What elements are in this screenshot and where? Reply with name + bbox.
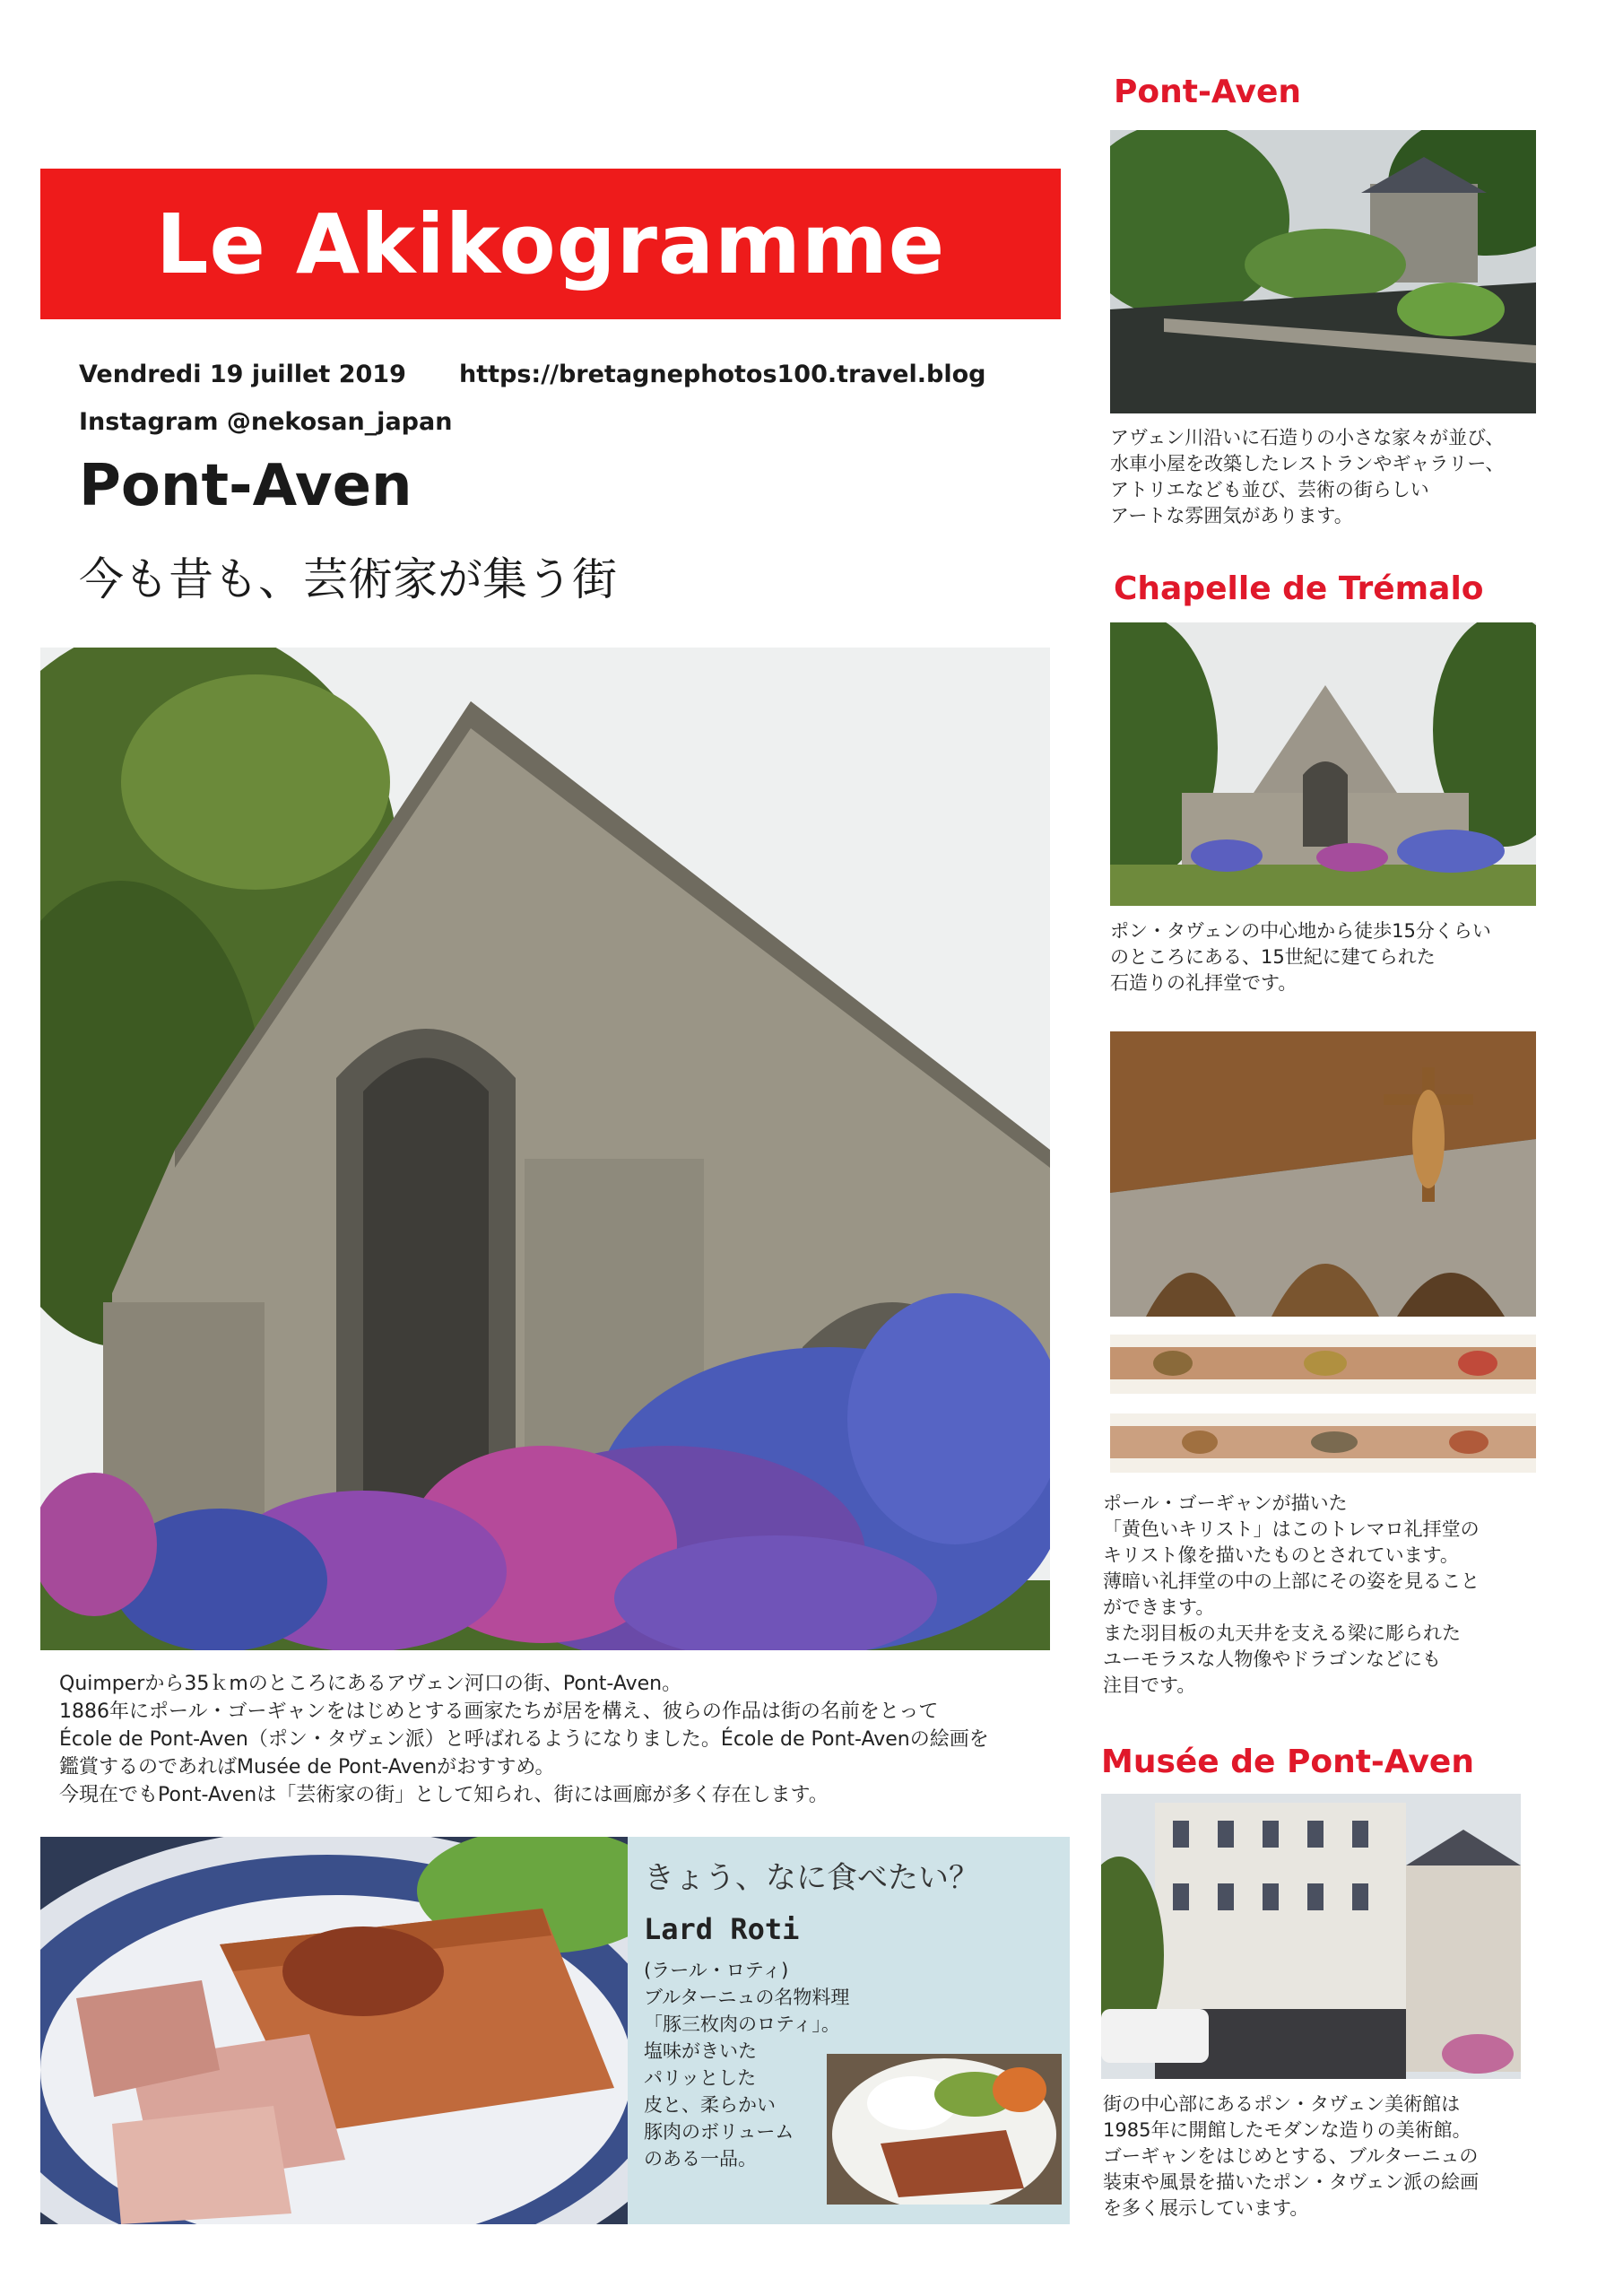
article-line: 1886年にポール・ゴーギャンをはじめとする画家たちが居を構え、彼らの作品は街の名前をとって — [59, 1700, 939, 1723]
sidebar-line: アヴェン川沿いに石造りの小さな家々が並び、 — [1110, 427, 1505, 448]
lard-roti-photo — [40, 1837, 628, 2224]
sidebar-text-christ — [1103, 1491, 1560, 1699]
sidebar-line: ゴーギャンをはじめとする、ブルターニュの — [1103, 2145, 1479, 2167]
page-title: Pont-Aven — [79, 453, 412, 519]
sidebar-line: のところにある、15世紀に建てられた — [1110, 946, 1436, 968]
article-line: 今現在でもPont-Avenは「芸術家の街」として知られ、街には画廊が多く存在します。 — [59, 1784, 829, 1806]
sidebar-text-musee — [1103, 2092, 1560, 2222]
chapel-hydrangea-photo — [40, 648, 1050, 1650]
sidebar-line: 注目です。 — [1103, 1674, 1196, 1696]
sidebar-line: アートな雰囲気があります。 — [1110, 505, 1353, 526]
sidebar-line: アトリエなども並び、芸術の街らしい — [1110, 479, 1429, 500]
food-line: 皮と、柔らかい — [644, 2094, 776, 2116]
food-question: きょう、なに食べたい？ — [644, 1860, 979, 1896]
sidebar-line: ができます。 — [1103, 1596, 1215, 1618]
food-line: 「豚三枚肉のロティ」。 — [644, 2013, 840, 2035]
sidebar-line: を多く展示しています。 — [1103, 2197, 1309, 2219]
sidebar-line: 「黄色いキリスト」はこのトレマロ礼拝堂の — [1103, 1518, 1480, 1540]
sidebar-text-chapelle — [1110, 918, 1558, 996]
sidebar-line: 石造りの礼拝堂です。 — [1110, 972, 1298, 994]
article-line: Quimperから35ｋmのところにあるアヴェン河口の街、Pont-Aven。 — [59, 1673, 682, 1695]
food-line: パリッとした — [644, 2067, 757, 2089]
issue-date: Vendredi 19 juillet 2019 — [79, 361, 406, 388]
sidebar-line: 1985年に開館したモダンな造りの美術館。 — [1103, 2119, 1471, 2141]
sidebar-line: 水車小屋を改築したレストランやギャラリー、 — [1110, 453, 1505, 474]
page-subtitle: 今も昔も、芸術家が集う街 — [79, 553, 617, 605]
chapelle-interior-photo — [1110, 1031, 1536, 1317]
food-line: 豚肉のボリューム — [644, 2121, 794, 2143]
sidebar-text-pont-aven — [1110, 425, 1558, 529]
masthead-banner — [40, 169, 1061, 319]
musee-building-photo — [1101, 1794, 1521, 2079]
article-line: 鑑賞するのであればMusée de Pont-Avenがおすすめ。 — [59, 1756, 555, 1779]
sidebar-line: 薄暗い礼拝堂の中の上部にその姿を見ること — [1103, 1570, 1480, 1592]
sidebar-line: ポン・タヴェンの中心地から徒歩15分くらい — [1110, 920, 1491, 942]
sidebar-line: また羽目板の丸天井を支える梁に彫られた — [1103, 1622, 1461, 1644]
article-body — [59, 1670, 1063, 1809]
beam-carving-photo-2 — [1110, 1413, 1536, 1473]
chapelle-exterior-photo — [1110, 622, 1536, 906]
food-line: のある一品。 — [644, 2148, 757, 2170]
sidebar-line: 街の中心部にあるポン・タヴェン美術館は — [1103, 2093, 1461, 2115]
sidebar-heading-musee: Musée de Pont-Aven — [1101, 1744, 1474, 1780]
sidebar-line: 装束や風景を描いたポン・タヴェン派の絵画 — [1103, 2171, 1480, 2193]
sidebar-heading-chapelle: Chapelle de Trémalo — [1114, 570, 1484, 607]
sidebar-line: ポール・ゴーギャンが描いた — [1103, 1492, 1348, 1514]
sidebar-line: キリスト像を描いたものとされています。 — [1103, 1544, 1459, 1566]
food-line: ブルターニュの名物料理 — [644, 1987, 850, 2008]
sidebar-line: ユーモラスな人物像やドラゴンなどにも — [1103, 1648, 1441, 1670]
river-village-photo — [1110, 130, 1536, 413]
instagram-handle[interactable]: Instagram @nekosan_japan — [79, 408, 453, 436]
masthead-title: Le Akikogramme — [155, 196, 946, 292]
food-line: (ラール・ロティ) — [644, 1960, 789, 1981]
blog-url-link[interactable]: https://bretagnephotos100.travel.blog — [459, 361, 986, 388]
food-name: Lard Roti — [644, 1912, 800, 1946]
food-line: 塩味がきいた — [644, 2040, 757, 2062]
food-description — [644, 1957, 868, 2172]
beam-carving-photo — [1110, 1335, 1536, 1394]
article-line: École de Pont-Aven（ポン・タヴェン派）と呼ばれるようになりました。École de Pont-Avenの絵画を — [59, 1728, 989, 1751]
sidebar-heading-pont-aven: Pont-Aven — [1114, 74, 1301, 110]
